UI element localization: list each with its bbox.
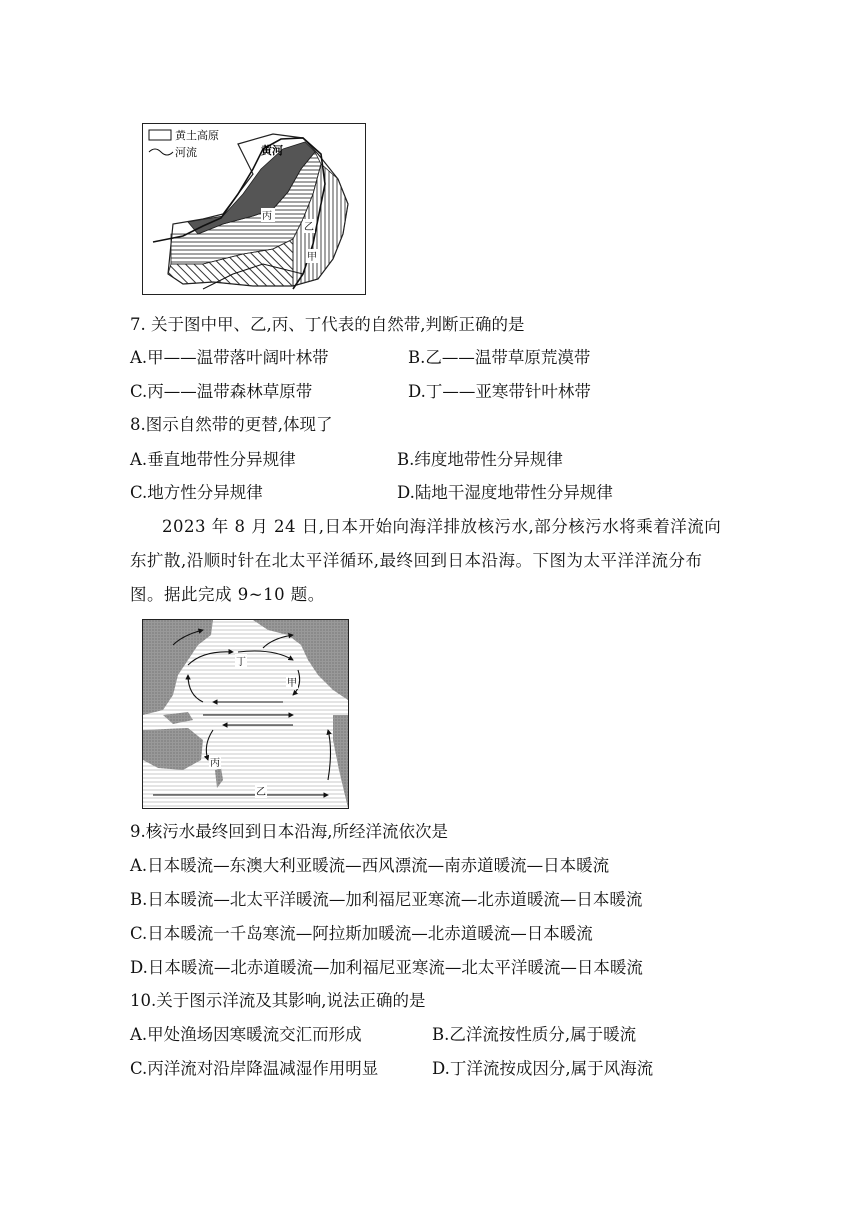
river-line-icon [149,149,173,155]
current-label-ding: 丁 [236,657,246,668]
q9-option-c: C.日本暖流一千岛寒流—阿拉斯加暖流—北赤道暖流—日本暖流 [130,924,593,943]
land-australia [143,728,203,770]
q7-option-d: D.丁——亚寒带针叶林带 [408,382,591,401]
pacific-currents-map [142,619,349,809]
q9-option-a: A.日本暖流—东澳大利亚暖流—西风漂流—南赤道暖流—日本暖流 [130,856,610,875]
q10-option-a: A.甲处渔场因寒暖流交汇而形成 [130,1025,362,1044]
q8-stem: 8.图示自然带的更替,体现了 [130,415,333,434]
loess-plateau-map-svg [143,124,365,294]
q10-stem: 10.关于图示洋流及其影响,说法正确的是 [130,991,426,1010]
q7-stem: 7. 关于图中甲、乙,丙、丁代表的自然带,判断正确的是 [130,315,525,334]
q9-option-d: D.日本暖流—北赤道暖流—加利福尼亚寒流—北太平洋暖流—日本暖流 [130,958,643,977]
legend-label-loess: 黄土高原 [175,129,219,142]
q10-option-d: D.丁洋流按成因分,属于风海流 [432,1059,654,1078]
q8-option-c: C.地方性分异规律 [130,483,263,502]
legend-label-river: 河流 [175,146,197,159]
q10-option-c: C.丙洋流对沿岸降温减湿作用明显 [130,1059,379,1078]
q8-option-a: A.垂直地带性分异规律 [130,450,296,469]
loess-plateau-map [142,123,366,295]
q9-option-b: B.日本暖流—北太平洋暖流—加利福尼亚寒流—北赤道暖流—日本暖流 [130,890,643,909]
q7-option-a: A.甲——温带落叶阔叶林带 [130,348,329,367]
q7-option-c: C.丙——温带森林草原带 [130,382,313,401]
zone-label-bing: 丙 [262,211,272,222]
zone-label-yi: 乙 [304,222,314,233]
current-label-yi: 乙 [256,787,266,798]
q8-option-d: D.陆地干湿度地带性分异规律 [397,483,613,502]
q8-option-b: B.纬度地带性分异规律 [397,450,563,469]
q10-option-b: B.乙洋流按性质分,属于暖流 [432,1025,637,1044]
current-label-jia: 甲 [287,678,297,689]
rect-swatch-icon [149,130,171,140]
pacific-currents-map-svg [143,620,348,808]
q7-option-b: B.乙——温带草原荒漠带 [408,348,591,367]
zone-label-jia: 甲 [307,252,317,263]
current-label-bing: 丙 [210,758,220,769]
passage-text: 2023 年 8 月 24 日,日本开始向海洋排放核污水,部分核污水将乘着洋流向东扩散,沿顺时针在北太平洋循环,最终回到日本沿海。下图为太平洋洋流分布图。据此完成 9~10 题。 [130,517,722,604]
river-name-label: 黄河 [261,144,283,157]
q9-stem: 9.核污水最终回到日本沿海,所经洋流依次是 [130,822,448,841]
